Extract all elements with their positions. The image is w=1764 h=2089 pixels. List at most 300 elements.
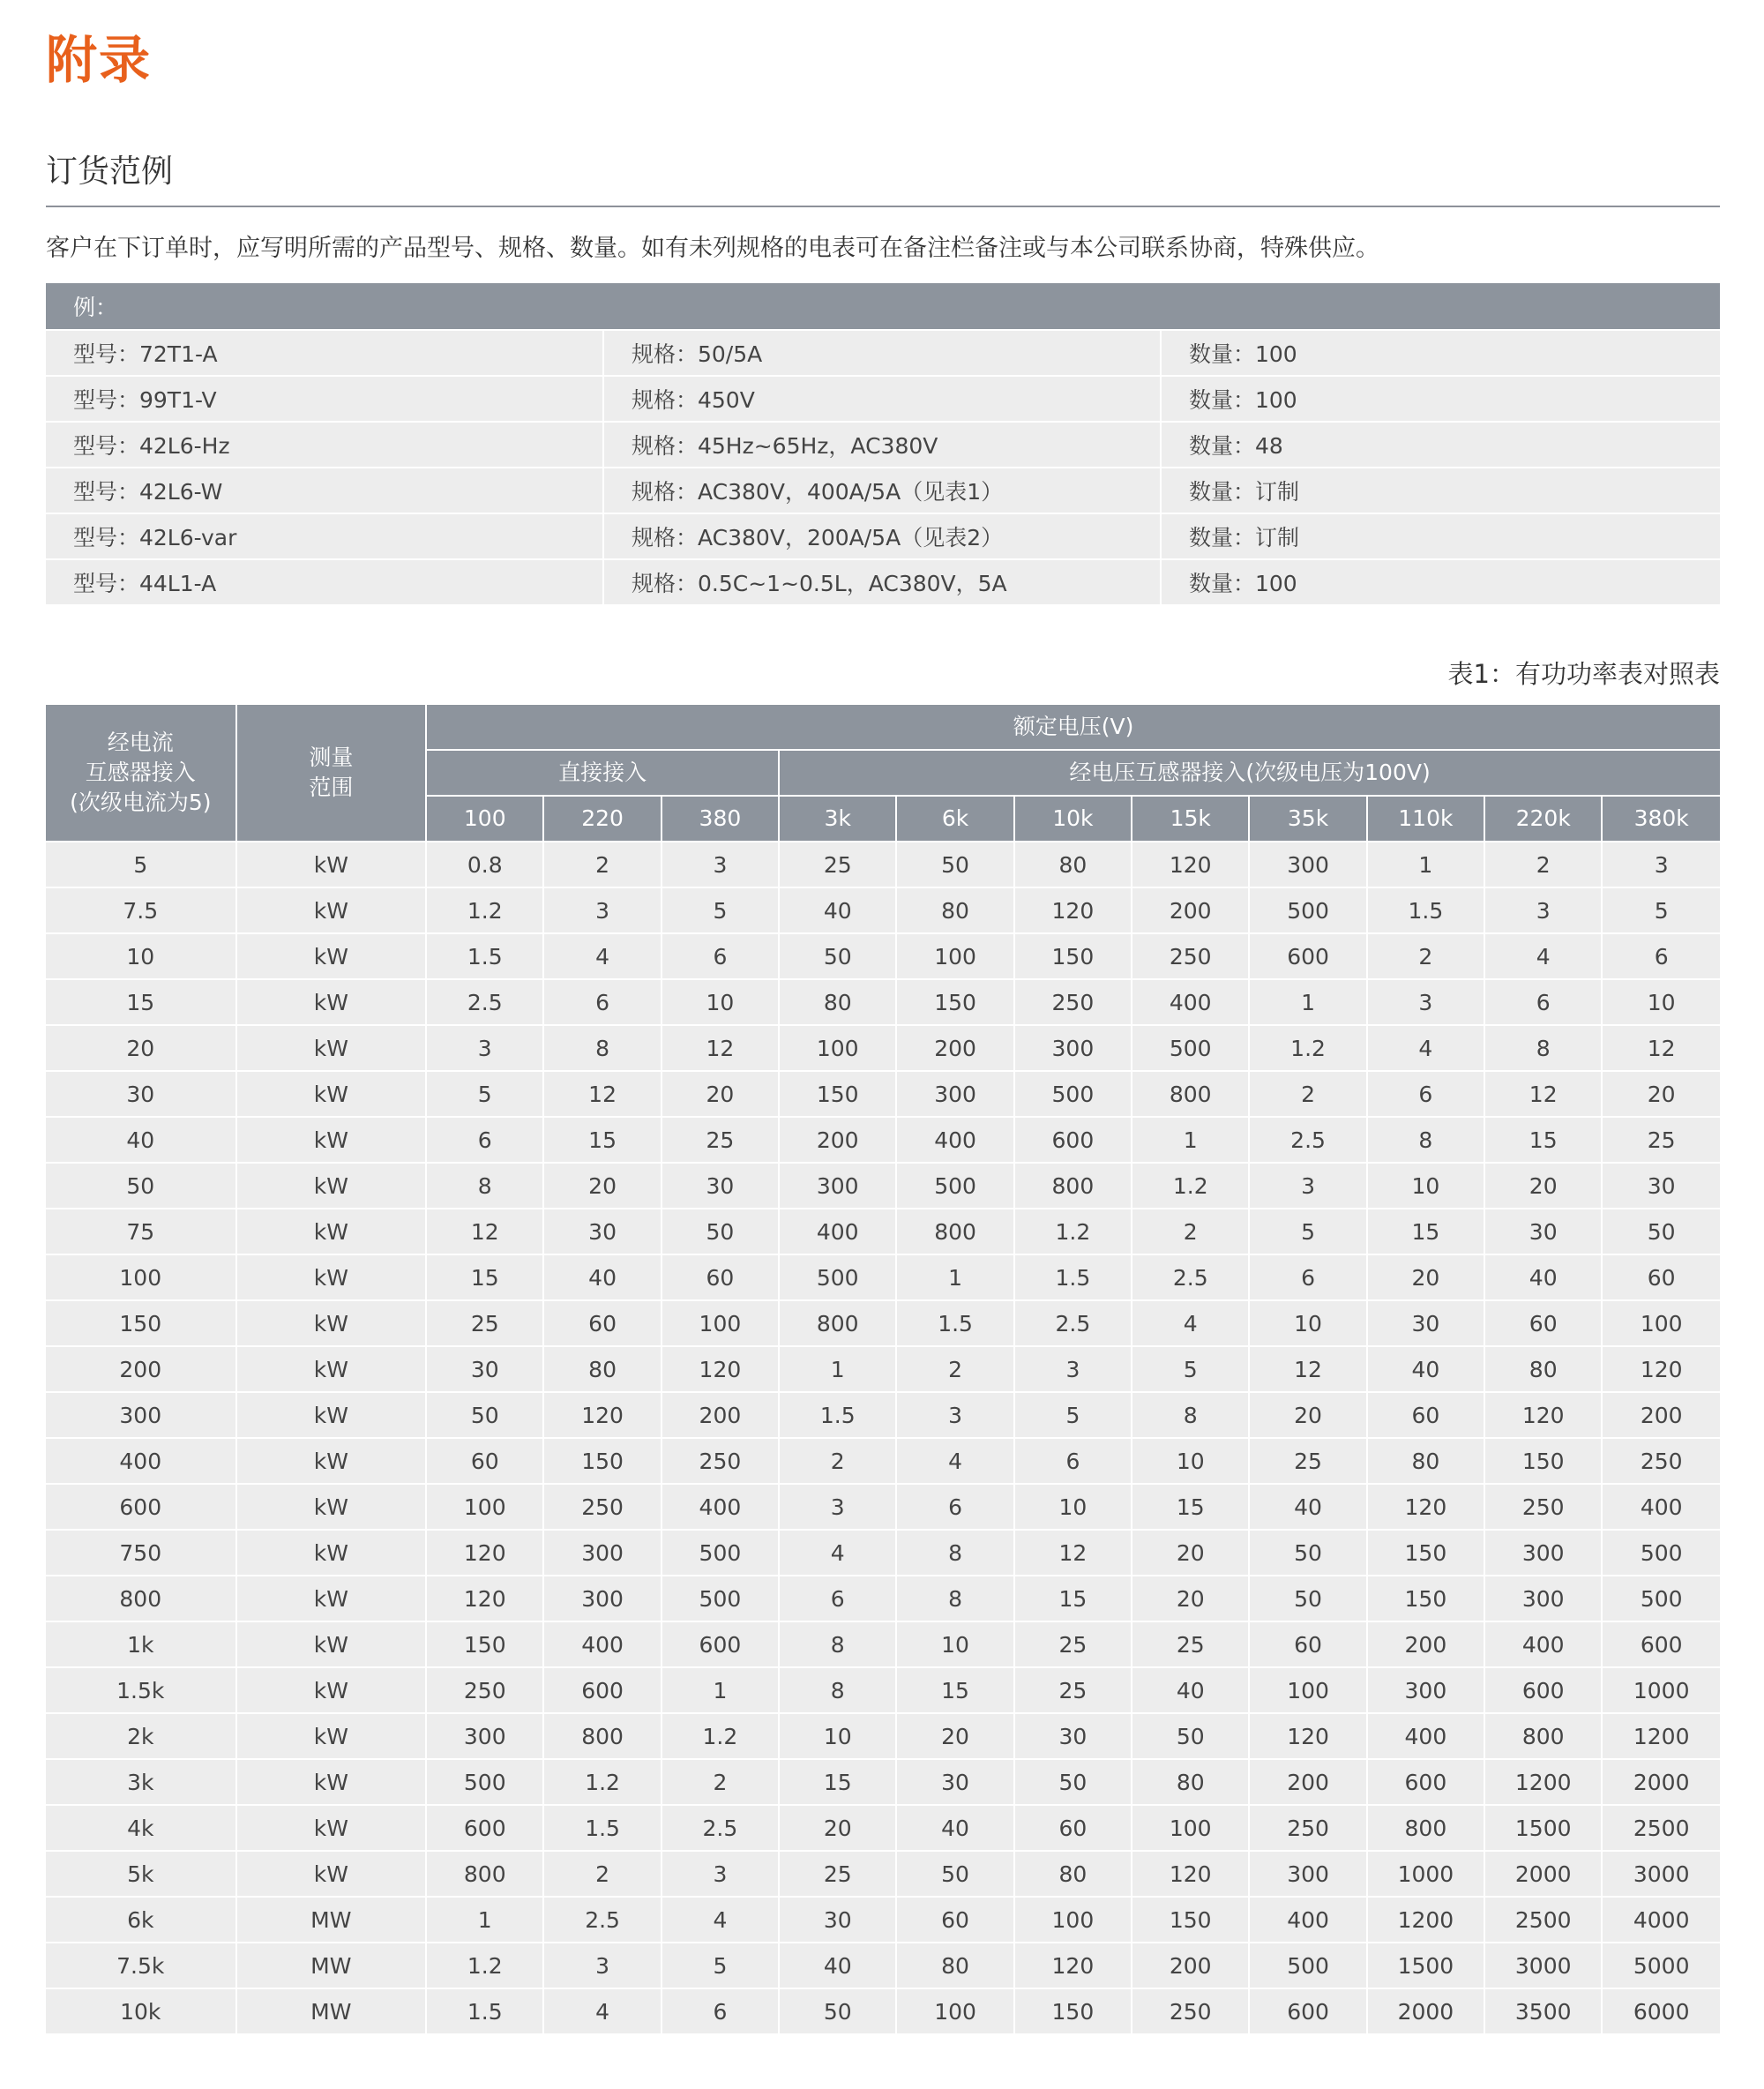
value-cell: 15 xyxy=(896,1667,1013,1713)
value-cell: 30 xyxy=(543,1209,661,1254)
table-row xyxy=(46,887,1720,933)
value-cell: 3 xyxy=(1249,1163,1366,1209)
value-cell: 6 xyxy=(1014,1438,1132,1484)
value-cell: 50 xyxy=(662,1209,779,1254)
unit-cell: kW xyxy=(236,1621,427,1667)
value-cell: 1 xyxy=(1367,842,1484,887)
current-cell: 10k xyxy=(46,1988,236,2034)
value-cell: 1.2 xyxy=(426,887,543,933)
value-cell: 3000 xyxy=(1484,1943,1602,1988)
value-cell: 6 xyxy=(1367,1071,1484,1117)
example-row xyxy=(46,330,1720,376)
unit-cell: kW xyxy=(236,1071,427,1117)
table-row xyxy=(46,1943,1720,1988)
example-header: 例： xyxy=(46,283,1720,330)
value-cell: 4 xyxy=(896,1438,1013,1484)
unit-cell: kW xyxy=(236,1117,427,1163)
value-cell: 40 xyxy=(543,1254,661,1300)
unit-cell: kW xyxy=(236,842,427,887)
value-cell: 6 xyxy=(662,933,779,979)
example-cell: 数量：100 xyxy=(1161,559,1720,604)
example-cell: 规格：45Hz~65Hz，AC380V xyxy=(603,422,1161,468)
value-cell: 5 xyxy=(426,1071,543,1117)
value-cell: 8 xyxy=(543,1025,661,1071)
value-cell: 150 xyxy=(1367,1576,1484,1621)
value-cell: 6 xyxy=(662,1988,779,2034)
value-cell: 1.5 xyxy=(1367,887,1484,933)
value-cell: 100 xyxy=(662,1300,779,1346)
value-cell: 250 xyxy=(1249,1805,1366,1851)
example-cell: 规格：AC380V，400A/5A（见表1） xyxy=(603,468,1161,513)
value-cell: 2.5 xyxy=(543,1897,661,1943)
value-cell: 8 xyxy=(896,1576,1013,1621)
value-cell: 80 xyxy=(1014,842,1132,887)
value-cell: 800 xyxy=(1367,1805,1484,1851)
value-cell: 8 xyxy=(426,1163,543,1209)
value-cell: 2 xyxy=(662,1759,779,1805)
current-cell: 50 xyxy=(46,1163,236,1209)
value-cell: 2500 xyxy=(1602,1805,1720,1851)
value-cell: 1 xyxy=(662,1667,779,1713)
value-cell: 80 xyxy=(1014,1851,1132,1897)
table-row xyxy=(46,1805,1720,1851)
value-cell: 3 xyxy=(1602,842,1720,887)
current-cell: 300 xyxy=(46,1392,236,1438)
example-cell: 规格：0.5C~1~0.5L，AC380V，5A xyxy=(603,559,1161,604)
value-cell: 150 xyxy=(1014,1988,1132,2034)
current-cell: 1k xyxy=(46,1621,236,1667)
current-cell: 800 xyxy=(46,1576,236,1621)
value-cell: 120 xyxy=(1367,1484,1484,1530)
value-cell: 10 xyxy=(1014,1484,1132,1530)
example-cell: 规格：AC380V，200A/5A（见表2） xyxy=(603,513,1161,559)
value-cell: 12 xyxy=(426,1209,543,1254)
value-cell: 20 xyxy=(1132,1530,1249,1576)
value-cell: 1 xyxy=(779,1346,896,1392)
header-ct-connection: 经电流 互感器接入 (次级电流为5) xyxy=(46,705,236,842)
value-cell: 400 xyxy=(1602,1484,1720,1530)
value-cell: 20 xyxy=(543,1163,661,1209)
header-voltage: 380 xyxy=(662,796,779,842)
value-cell: 30 xyxy=(662,1163,779,1209)
current-cell: 1.5k xyxy=(46,1667,236,1713)
value-cell: 600 xyxy=(543,1667,661,1713)
value-cell: 120 xyxy=(426,1530,543,1576)
value-cell: 30 xyxy=(1484,1209,1602,1254)
value-cell: 4 xyxy=(543,1988,661,2034)
unit-cell: kW xyxy=(236,1392,427,1438)
example-row xyxy=(46,513,1720,559)
value-cell: 1500 xyxy=(1367,1943,1484,1988)
order-example-table xyxy=(46,283,1720,604)
value-cell: 20 xyxy=(779,1805,896,1851)
value-cell: 10 xyxy=(1249,1300,1366,1346)
value-cell: 250 xyxy=(543,1484,661,1530)
value-cell: 400 xyxy=(779,1209,896,1254)
unit-cell: kW xyxy=(236,1209,427,1254)
value-cell: 200 xyxy=(1367,1621,1484,1667)
value-cell: 10 xyxy=(1367,1163,1484,1209)
value-cell: 500 xyxy=(662,1576,779,1621)
unit-cell: MW xyxy=(236,1943,427,1988)
value-cell: 5 xyxy=(1602,887,1720,933)
value-cell: 15 xyxy=(1367,1209,1484,1254)
value-cell: 10 xyxy=(662,979,779,1025)
value-cell: 20 xyxy=(1367,1254,1484,1300)
value-cell: 2000 xyxy=(1484,1851,1602,1897)
current-cell: 4k xyxy=(46,1805,236,1851)
unit-cell: MW xyxy=(236,1988,427,2034)
table-row xyxy=(46,1484,1720,1530)
table-row xyxy=(46,1071,1720,1117)
value-cell: 8 xyxy=(1484,1025,1602,1071)
value-cell: 120 xyxy=(543,1392,661,1438)
current-cell: 5 xyxy=(46,842,236,887)
value-cell: 300 xyxy=(426,1713,543,1759)
value-cell: 300 xyxy=(543,1530,661,1576)
value-cell: 3 xyxy=(1484,887,1602,933)
header-via-pt: 经电压互感器接入(次级电压为100V) xyxy=(779,750,1720,796)
unit-cell: MW xyxy=(236,1897,427,1943)
value-cell: 2 xyxy=(1249,1071,1366,1117)
value-cell: 6 xyxy=(779,1576,896,1621)
value-cell: 15 xyxy=(1132,1484,1249,1530)
value-cell: 150 xyxy=(426,1621,543,1667)
value-cell: 10 xyxy=(1132,1438,1249,1484)
unit-cell: kW xyxy=(236,933,427,979)
header-voltage: 220 xyxy=(543,796,661,842)
value-cell: 500 xyxy=(1602,1530,1720,1576)
unit-cell: kW xyxy=(236,1346,427,1392)
value-cell: 40 xyxy=(779,1943,896,1988)
table-row xyxy=(46,1254,1720,1300)
table-row xyxy=(46,1530,1720,1576)
value-cell: 4000 xyxy=(1602,1897,1720,1943)
value-cell: 150 xyxy=(1367,1530,1484,1576)
value-cell: 10 xyxy=(896,1621,1013,1667)
value-cell: 600 xyxy=(1367,1759,1484,1805)
unit-cell: kW xyxy=(236,1300,427,1346)
value-cell: 1.2 xyxy=(1249,1025,1366,1071)
value-cell: 25 xyxy=(1602,1117,1720,1163)
value-cell: 1 xyxy=(1249,979,1366,1025)
current-cell: 40 xyxy=(46,1117,236,1163)
value-cell: 12 xyxy=(1484,1071,1602,1117)
value-cell: 400 xyxy=(1484,1621,1602,1667)
current-cell: 10 xyxy=(46,933,236,979)
value-cell: 50 xyxy=(1602,1209,1720,1254)
value-cell: 8 xyxy=(896,1530,1013,1576)
current-cell: 3k xyxy=(46,1759,236,1805)
example-row xyxy=(46,422,1720,468)
value-cell: 12 xyxy=(662,1025,779,1071)
value-cell: 200 xyxy=(896,1025,1013,1071)
value-cell: 2.5 xyxy=(1249,1117,1366,1163)
value-cell: 800 xyxy=(779,1300,896,1346)
table-row xyxy=(46,979,1720,1025)
value-cell: 50 xyxy=(426,1392,543,1438)
value-cell: 1200 xyxy=(1602,1713,1720,1759)
value-cell: 15 xyxy=(426,1254,543,1300)
value-cell: 4 xyxy=(1484,933,1602,979)
current-cell: 2k xyxy=(46,1713,236,1759)
table-row xyxy=(46,1163,1720,1209)
value-cell: 300 xyxy=(1249,842,1366,887)
current-cell: 30 xyxy=(46,1071,236,1117)
value-cell: 25 xyxy=(426,1300,543,1346)
value-cell: 40 xyxy=(1249,1484,1366,1530)
value-cell: 4 xyxy=(662,1897,779,1943)
value-cell: 50 xyxy=(779,1988,896,2034)
unit-cell: kW xyxy=(236,1713,427,1759)
unit-cell: kW xyxy=(236,1667,427,1713)
header-voltage: 10k xyxy=(1014,796,1132,842)
value-cell: 5 xyxy=(662,1943,779,1988)
example-cell: 数量：100 xyxy=(1161,376,1720,422)
header-voltage: 35k xyxy=(1249,796,1366,842)
value-cell: 250 xyxy=(426,1667,543,1713)
value-cell: 3 xyxy=(543,887,661,933)
value-cell: 1.5 xyxy=(426,1988,543,2034)
value-cell: 1 xyxy=(896,1254,1013,1300)
current-cell: 5k xyxy=(46,1851,236,1897)
unit-cell: kW xyxy=(236,1484,427,1530)
value-cell: 8 xyxy=(1367,1117,1484,1163)
header-voltage: 15k xyxy=(1132,796,1249,842)
value-cell: 30 xyxy=(1014,1713,1132,1759)
unit-cell: kW xyxy=(236,1805,427,1851)
value-cell: 3 xyxy=(779,1484,896,1530)
value-cell: 5 xyxy=(1132,1346,1249,1392)
table-row xyxy=(46,1438,1720,1484)
value-cell: 30 xyxy=(896,1759,1013,1805)
table-row xyxy=(46,1667,1720,1713)
unit-cell: kW xyxy=(236,1438,427,1484)
value-cell: 500 xyxy=(1132,1025,1249,1071)
value-cell: 50 xyxy=(1014,1759,1132,1805)
value-cell: 120 xyxy=(1132,1851,1249,1897)
value-cell: 400 xyxy=(1249,1897,1366,1943)
value-cell: 3 xyxy=(426,1025,543,1071)
value-cell: 3500 xyxy=(1484,1988,1602,2034)
value-cell: 6000 xyxy=(1602,1988,1720,2034)
example-row xyxy=(46,559,1720,604)
value-cell: 20 xyxy=(896,1713,1013,1759)
value-cell: 20 xyxy=(1484,1163,1602,1209)
current-cell: 7.5 xyxy=(46,887,236,933)
value-cell: 60 xyxy=(1249,1621,1366,1667)
value-cell: 80 xyxy=(1132,1759,1249,1805)
value-cell: 500 xyxy=(1602,1576,1720,1621)
value-cell: 2 xyxy=(543,1851,661,1897)
current-cell: 75 xyxy=(46,1209,236,1254)
value-cell: 25 xyxy=(779,1851,896,1897)
value-cell: 12 xyxy=(543,1071,661,1117)
value-cell: 25 xyxy=(779,842,896,887)
value-cell: 20 xyxy=(1602,1071,1720,1117)
value-cell: 60 xyxy=(543,1300,661,1346)
value-cell: 50 xyxy=(779,933,896,979)
value-cell: 2 xyxy=(896,1346,1013,1392)
value-cell: 1.5 xyxy=(543,1805,661,1851)
current-cell: 600 xyxy=(46,1484,236,1530)
value-cell: 250 xyxy=(1484,1484,1602,1530)
value-cell: 100 xyxy=(426,1484,543,1530)
value-cell: 2 xyxy=(1484,842,1602,887)
value-cell: 15 xyxy=(779,1759,896,1805)
value-cell: 30 xyxy=(779,1897,896,1943)
value-cell: 25 xyxy=(1132,1621,1249,1667)
value-cell: 2.5 xyxy=(1132,1254,1249,1300)
value-cell: 50 xyxy=(896,842,1013,887)
example-row xyxy=(46,468,1720,513)
value-cell: 3 xyxy=(1367,979,1484,1025)
unit-cell: kW xyxy=(236,1254,427,1300)
value-cell: 150 xyxy=(779,1071,896,1117)
table-row xyxy=(46,1392,1720,1438)
value-cell: 12 xyxy=(1014,1530,1132,1576)
value-cell: 5 xyxy=(662,887,779,933)
value-cell: 250 xyxy=(1132,1988,1249,2034)
current-cell: 750 xyxy=(46,1530,236,1576)
table-row xyxy=(46,1346,1720,1392)
value-cell: 12 xyxy=(1249,1346,1366,1392)
value-cell: 80 xyxy=(896,1943,1013,1988)
value-cell: 60 xyxy=(1602,1254,1720,1300)
value-cell: 6 xyxy=(1602,933,1720,979)
value-cell: 100 xyxy=(896,933,1013,979)
unit-cell: kW xyxy=(236,887,427,933)
value-cell: 500 xyxy=(1249,887,1366,933)
table-row xyxy=(46,1025,1720,1071)
example-cell: 数量：100 xyxy=(1161,330,1720,376)
value-cell: 600 xyxy=(1602,1621,1720,1667)
value-cell: 0.8 xyxy=(426,842,543,887)
unit-cell: kW xyxy=(236,1025,427,1071)
example-cell: 型号：99T1-V xyxy=(46,376,603,422)
value-cell: 300 xyxy=(896,1071,1013,1117)
value-cell: 20 xyxy=(662,1071,779,1117)
current-cell: 150 xyxy=(46,1300,236,1346)
value-cell: 30 xyxy=(1367,1300,1484,1346)
value-cell: 4 xyxy=(779,1530,896,1576)
unit-cell: kW xyxy=(236,1759,427,1805)
value-cell: 250 xyxy=(1602,1438,1720,1484)
value-cell: 3 xyxy=(543,1943,661,1988)
value-cell: 300 xyxy=(1367,1667,1484,1713)
value-cell: 300 xyxy=(543,1576,661,1621)
header-measure-range: 测量 范围 xyxy=(236,705,427,842)
value-cell: 400 xyxy=(1132,979,1249,1025)
current-cell: 20 xyxy=(46,1025,236,1071)
value-cell: 150 xyxy=(1132,1897,1249,1943)
value-cell: 2.5 xyxy=(1014,1300,1132,1346)
table-row xyxy=(46,1300,1720,1346)
value-cell: 30 xyxy=(426,1346,543,1392)
value-cell: 500 xyxy=(896,1163,1013,1209)
header-rated-voltage: 额定电压(V) xyxy=(426,705,1720,750)
value-cell: 3 xyxy=(662,1851,779,1897)
value-cell: 100 xyxy=(1249,1667,1366,1713)
table-row xyxy=(46,1209,1720,1254)
value-cell: 120 xyxy=(1484,1392,1602,1438)
value-cell: 20 xyxy=(1249,1392,1366,1438)
table-row xyxy=(46,1851,1720,1897)
value-cell: 5 xyxy=(1014,1392,1132,1438)
value-cell: 1.2 xyxy=(543,1759,661,1805)
value-cell: 3 xyxy=(1014,1346,1132,1392)
current-cell: 6k xyxy=(46,1897,236,1943)
value-cell: 500 xyxy=(779,1254,896,1300)
value-cell: 600 xyxy=(1249,933,1366,979)
value-cell: 120 xyxy=(662,1346,779,1392)
value-cell: 600 xyxy=(662,1621,779,1667)
intro-text: 客户在下订单时，应写明所需的产品型号、规格、数量。如有未列规格的电表可在备注栏备注或与本公司联系协商，特殊供应。 xyxy=(46,235,1379,262)
value-cell: 2.5 xyxy=(426,979,543,1025)
value-cell: 3000 xyxy=(1602,1851,1720,1897)
value-cell: 4 xyxy=(1367,1025,1484,1071)
value-cell: 2 xyxy=(1132,1209,1249,1254)
value-cell: 1.5 xyxy=(779,1392,896,1438)
value-cell: 2 xyxy=(543,842,661,887)
value-cell: 40 xyxy=(1132,1667,1249,1713)
value-cell: 1.2 xyxy=(1132,1163,1249,1209)
value-cell: 40 xyxy=(1367,1346,1484,1392)
value-cell: 8 xyxy=(779,1667,896,1713)
value-cell: 120 xyxy=(1132,842,1249,887)
table-row xyxy=(46,842,1720,887)
value-cell: 50 xyxy=(896,1851,1013,1897)
current-cell: 15 xyxy=(46,979,236,1025)
value-cell: 1000 xyxy=(1367,1851,1484,1897)
value-cell: 150 xyxy=(1014,933,1132,979)
table-row xyxy=(46,933,1720,979)
header-voltage: 110k xyxy=(1367,796,1484,842)
value-cell: 25 xyxy=(1249,1438,1366,1484)
value-cell: 200 xyxy=(662,1392,779,1438)
value-cell: 80 xyxy=(1367,1438,1484,1484)
table-row xyxy=(46,1897,1720,1943)
value-cell: 50 xyxy=(1249,1576,1366,1621)
value-cell: 300 xyxy=(1249,1851,1366,1897)
value-cell: 400 xyxy=(1367,1713,1484,1759)
value-cell: 250 xyxy=(1014,979,1132,1025)
table-row xyxy=(46,1576,1720,1621)
value-cell: 800 xyxy=(1014,1163,1132,1209)
value-cell: 100 xyxy=(1014,1897,1132,1943)
value-cell: 80 xyxy=(1484,1346,1602,1392)
value-cell: 200 xyxy=(1132,1943,1249,1988)
value-cell: 2.5 xyxy=(662,1805,779,1851)
value-cell: 60 xyxy=(1484,1300,1602,1346)
table-row xyxy=(46,1988,1720,2034)
table-caption: 表1：有功功率表对照表 xyxy=(1447,659,1720,689)
unit-cell: kW xyxy=(236,1851,427,1897)
example-cell: 型号：42L6-Hz xyxy=(46,422,603,468)
example-cell: 规格：450V xyxy=(603,376,1161,422)
header-voltage: 220k xyxy=(1484,796,1602,842)
example-row xyxy=(46,376,1720,422)
value-cell: 4 xyxy=(1132,1300,1249,1346)
value-cell: 500 xyxy=(1014,1071,1132,1117)
value-cell: 1.2 xyxy=(662,1713,779,1759)
table-row xyxy=(46,1759,1720,1805)
value-cell: 25 xyxy=(1014,1667,1132,1713)
value-cell: 40 xyxy=(1484,1254,1602,1300)
value-cell: 40 xyxy=(779,887,896,933)
value-cell: 300 xyxy=(779,1163,896,1209)
unit-cell: kW xyxy=(236,979,427,1025)
